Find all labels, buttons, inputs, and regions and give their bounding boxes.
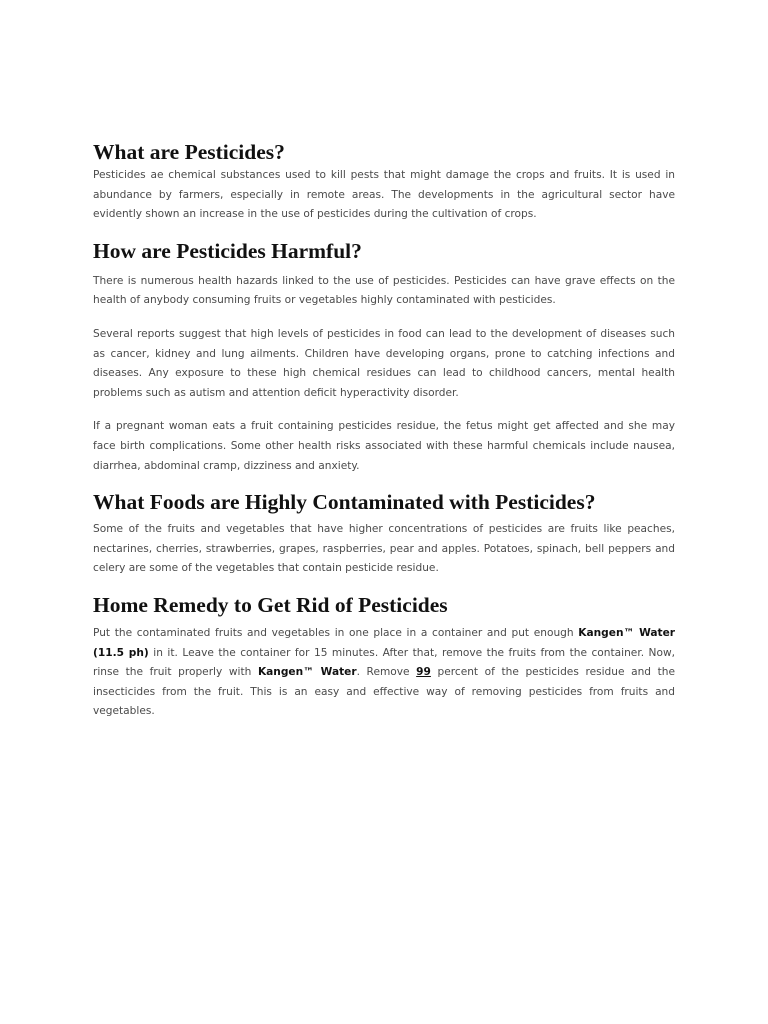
paragraph-pesticides-definition: Pesticides ae chemical substances used to kill pests that might damage the crops and fruits. It is used in abundance by farmers, especially in remote areas. The developments in the agricultural sector have evidently shown an increase in the use of pesticides during the cultivation of crops. xyxy=(93,169,675,221)
remedy-text-3: . Remove xyxy=(356,666,417,679)
remedy-text-4: percent of the pesticides residue and the insecticides from the fruit. This is an easy and effective way of removing pesticides from fruits and vegetables. xyxy=(93,666,676,718)
paragraph-health-hazards: There is numerous health hazards linked to the use of pesticides. Pesticides can have grave effects on the health of anybody consuming fruits or vegetables highly contaminated with pesticides. xyxy=(93,274,675,307)
remedy-text-1: Put the contaminated fruits and vegetables in one place in a container and put enough xyxy=(93,626,579,639)
kangen-water-ph-bold: Kangen™ Water (11.5 ph) xyxy=(93,626,675,659)
paragraph-disease-reports: Several reports suggest that high levels of pesticides in food can lead to the development of diseases such as cancer, kidney and lung ailments. Children have developing organs, prone to catching infections and diseases. Any exposure to these high chemical residues can lead to childhood cancers, mental health problems such as autism and attention deficit hyperactivity disorder. xyxy=(93,327,675,399)
heading-contaminated-foods: What Foods are Highly Contaminated with Pesticides? xyxy=(93,490,596,515)
paragraph-contaminated-foods-list: Some of the fruits and vegetables that have higher concentrations of pesticides are fruits like peaches, nectarines, cherries, strawberries, grapes, raspberries, pear and apples. Potatoes, spinach, bell peppers and celery are some of the vegetables that contain pesticide residue. xyxy=(93,523,675,575)
heading-how-are-pesticides-harmful: How are Pesticides Harmful? xyxy=(93,238,362,263)
paragraph-home-remedy xyxy=(93,624,675,722)
percent-99-link[interactable]: 99 xyxy=(416,666,431,679)
kangen-water-bold: Kangen™ Water xyxy=(257,666,357,679)
paragraph-pregnancy-risks: If a pregnant woman eats a fruit containing pesticides residue, the fetus might get affected and she may face birth complications. Some other health risks associated with these harmful chemicals include nausea, diarrhea, abdominal cramp, dizziness and anxiety. xyxy=(93,420,675,472)
article-body xyxy=(93,138,675,722)
remedy-text-2: in it. Leave the container for 15 minutes. After that, remove the fruits from the container. Now, rinse the fruit properly with xyxy=(93,646,675,679)
heading-what-are-pesticides: What are Pesticides? xyxy=(93,140,285,164)
heading-home-remedy: Home Remedy to Get Rid of Pesticides xyxy=(93,592,448,617)
